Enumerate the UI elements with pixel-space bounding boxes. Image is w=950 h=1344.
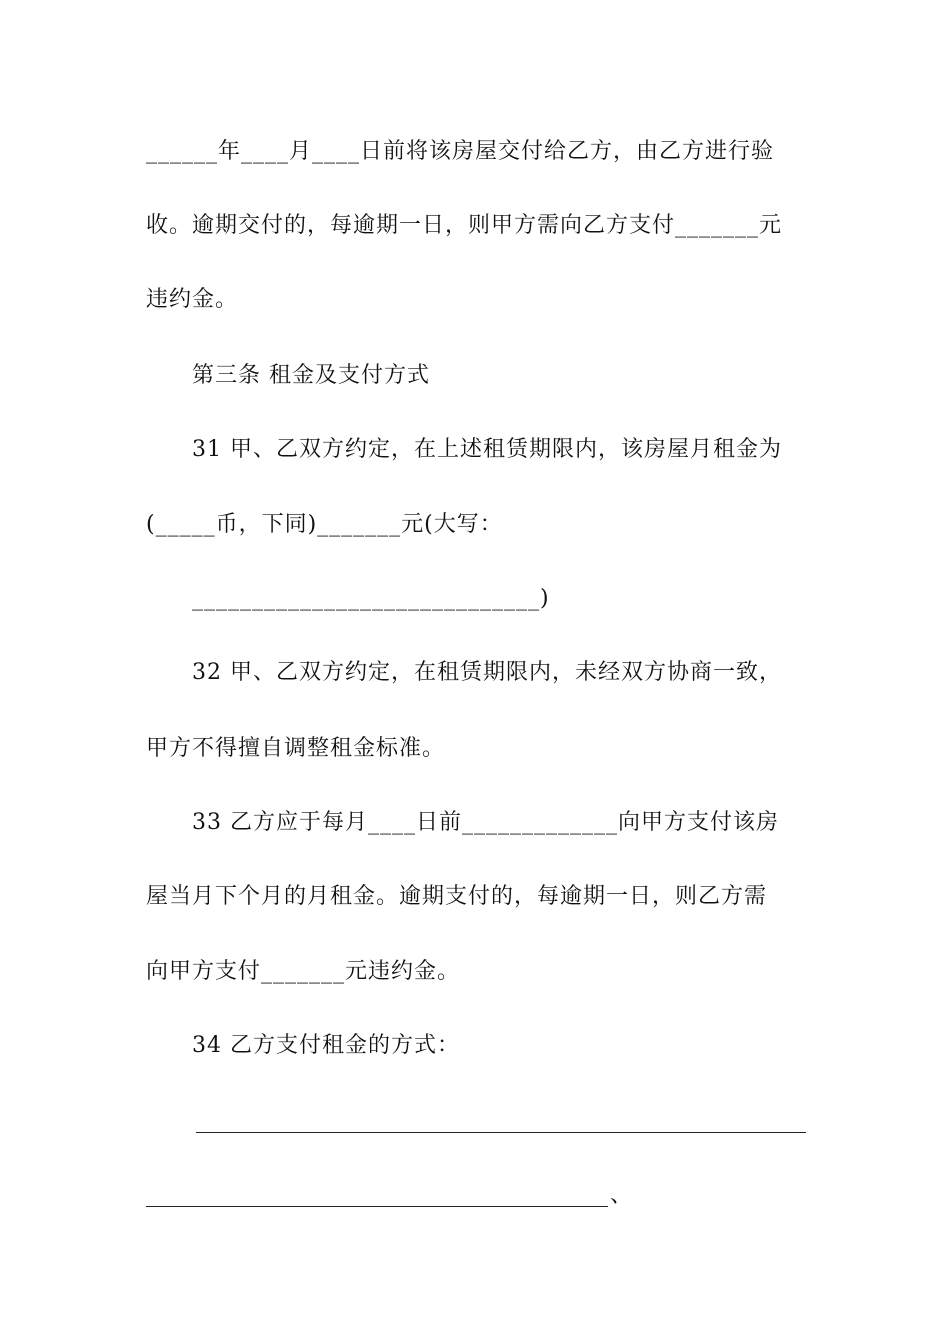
text-line: 、 [610, 1183, 634, 1208]
blank-fill-line [196, 1132, 806, 1133]
blank-fill-line [146, 1206, 608, 1207]
text-line: 违约金。 [146, 287, 239, 312]
text-line: 向甲方支付_______元违约金。 [146, 959, 461, 984]
text-line: 甲方不得擅自调整租金标准。 [146, 736, 446, 761]
text-line: 屋当月下个月的月租金。逾期支付的，每逾期一日，则乙方需 [146, 884, 768, 909]
text-line: _____________________________) [192, 586, 550, 611]
text-line: (_____币，下同)_______元(大写： [146, 512, 503, 537]
text-line: 34 乙方支付租金的方式： [192, 1033, 460, 1058]
section-heading: 第三条 租金及支付方式 [192, 363, 430, 388]
text-line: 33 乙方应于每月____日前_____________向甲方支付该房 [192, 810, 779, 835]
text-line: ______年____月____日前将该房屋交付给乙方，由乙方进行验 [146, 139, 775, 164]
text-line: 32 甲、乙双方约定，在租赁期限内，未经双方协商一致， [192, 660, 782, 685]
text-line: 收。逾期交付的，每逾期一日，则甲方需向乙方支付_______元 [146, 213, 783, 238]
text-line: 31 甲、乙双方约定，在上述租赁期限内，该房屋月租金为 [192, 437, 782, 462]
